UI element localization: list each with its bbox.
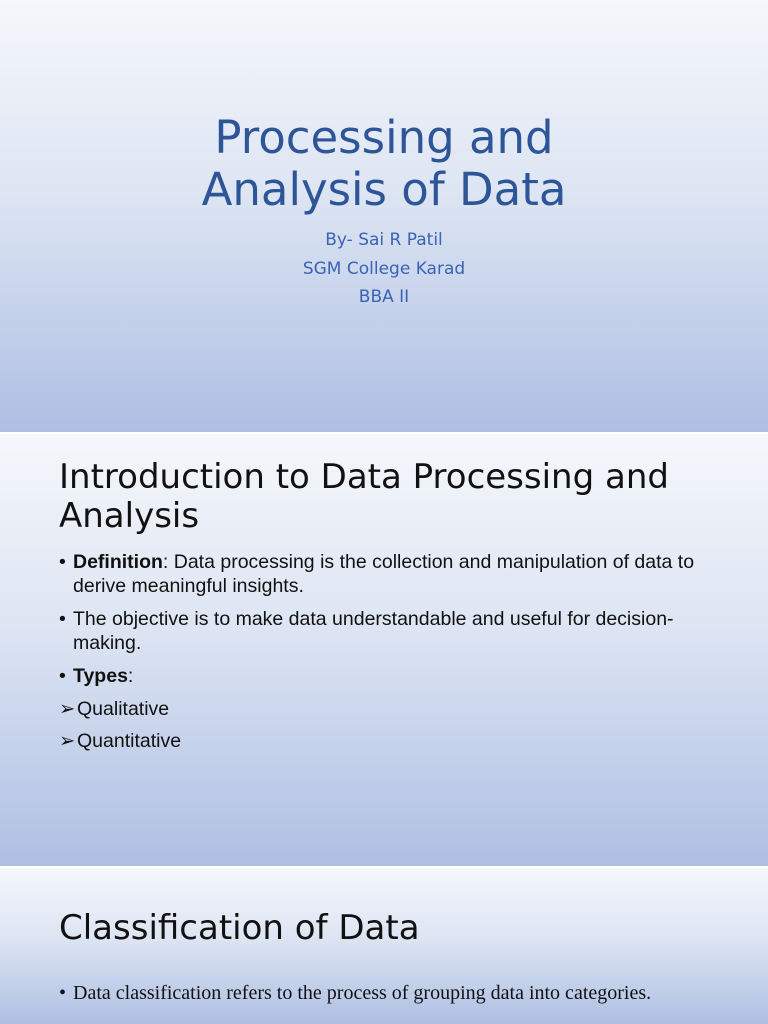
title-slide — [0, 0, 768, 432]
course-line: BBA II — [358, 287, 410, 307]
list-item — [59, 607, 709, 655]
author-line: By- Sai R Patil — [325, 230, 443, 250]
types-label: Types — [73, 665, 128, 687]
slide-title: Classification of Data — [59, 908, 420, 948]
sub-item-label: Qualitative — [77, 698, 170, 720]
list-item — [59, 664, 709, 688]
definition-text: : Data processing is the collection and manipulation of data to derive meaningful insights. — [73, 551, 695, 597]
list-item — [59, 982, 699, 1005]
presentation-title — [0, 112, 768, 216]
bullet-icon: • — [59, 982, 67, 1004]
intro-slide — [0, 434, 768, 866]
title-line-1: Processing and — [214, 111, 554, 164]
bullet-icon: • — [59, 665, 66, 687]
types-colon: : — [127, 665, 134, 687]
objective-text: The objective is to make data understandable and useful for decision-making. — [73, 608, 674, 654]
bullet-list — [59, 550, 709, 761]
slide-title: Introduction to Data Processing and Analysis — [59, 457, 669, 536]
arrow-bullet-icon: ➢ — [59, 730, 76, 752]
sub-list-item — [59, 697, 709, 721]
list-item — [59, 550, 709, 598]
bullet-icon: • — [59, 608, 66, 630]
college-line: SGM College Karad — [302, 259, 466, 279]
classification-text: Data classification refers to the process of grouping data into categories. — [73, 982, 652, 1004]
bullet-list — [59, 982, 699, 1014]
classification-slide — [0, 868, 768, 1024]
arrow-bullet-icon: ➢ — [59, 698, 76, 720]
definition-label: Definition — [73, 551, 163, 573]
title-line-2: Analysis of Data — [201, 163, 567, 216]
sub-list-item — [59, 729, 709, 753]
bullet-icon: • — [59, 551, 66, 573]
sub-item-label: Quantitative — [77, 730, 182, 752]
